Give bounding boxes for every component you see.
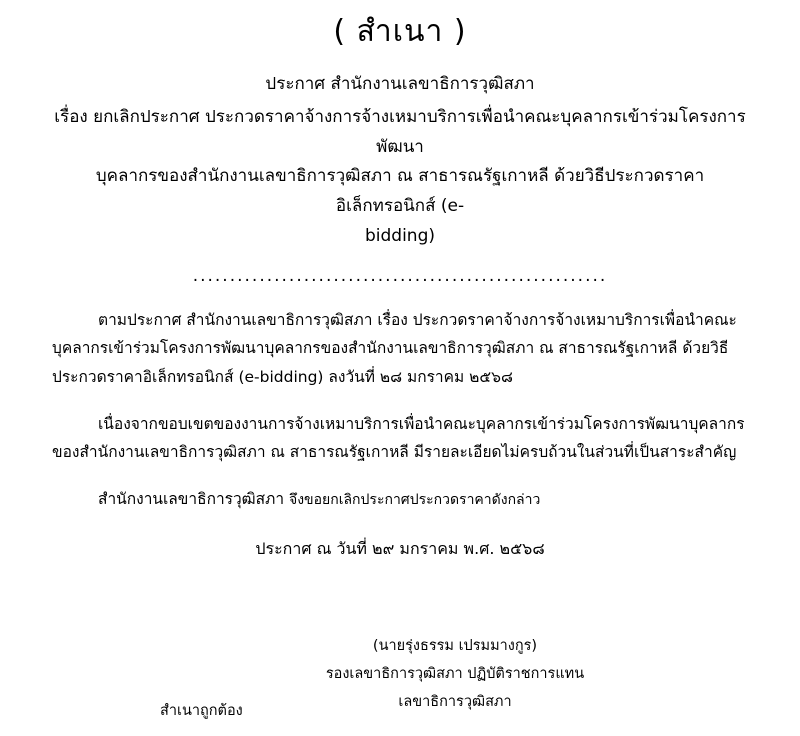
copy-mark: ( สำเนา ): [333, 14, 467, 49]
announce-date: ประกาศ ณ วันที่ ๒๙ มกราคม พ.ศ. ๒๕๖๘: [255, 538, 545, 558]
paragraph-3: [30, 485, 770, 514]
issuer-line: ประกาศ สำนักงานเลขาธิการวุฒิสภา: [265, 73, 535, 94]
signature-position-1: รองเลขาธิการวุฒิสภา ปฏิบัติราชการแทน: [325, 665, 585, 682]
divider: ........................................................: [192, 265, 608, 286]
paragraph-1: ตามประกาศ สำนักงานเลขาธิการวุฒิสภา เรื่อง ประกวดราคาจ้างการจ้างเหมาบริการเพื่อนำคณะบุคลากรเข้าร่วมโครงการพัฒนาบุคลากรของสำนักงานเลขาธิการวุฒิสภา ณ สาธารณรัฐเกาหลี ด้วยวิธีประกวดราคาอิเล็กทรอนิกส์ (e-bidding) ลงวันที่ ๒๘ มกราคม ๒๕๖๘: [52, 310, 737, 386]
subject-line-3: bidding): [364, 225, 436, 246]
footer-note: สำเนาถูกต้อง: [160, 703, 243, 719]
subject-block: [30, 103, 770, 252]
document-page: [0, 12, 800, 736]
signature-name: (นายรุ่งธรรม เปรมมางกูร): [372, 638, 538, 655]
paragraph-2: เนื่องจากขอบเขตของงานการจ้างเหมาบริการเพื่อนำคณะบุคลากรเข้าร่วมโครงการพัฒนาบุคลากรของสำนักงานเลขาธิการวุฒิสภา ณ สาธารณรัฐเกาหลี มีรายละเอียดไม่ครบถ้วนในส่วนที่เป็นสาระสำคัญ: [52, 414, 745, 462]
subject-line-2: บุคลากรของสำนักงานเลขาธิการวุฒิสภา ณ สาธารณรัฐเกาหลี ด้วยวิธีประกวดราคาอิเล็กทรอนิกส์ (e-: [95, 166, 705, 217]
paragraph-3-rest: จึงขอยกเลิกประกาศประกวดราคาดังกล่าว: [289, 491, 541, 508]
paragraph-3-lead: สำนักงานเลขาธิการวุฒิสภา: [98, 489, 289, 508]
signature-position-2: เลขาธิการวุฒิสภา: [398, 693, 512, 710]
subject-line-1: เรื่อง ยกเลิกประกาศ ประกวดราคาจ้างการจ้างเหมาบริการเพื่อนำคณะบุคลากรเข้าร่วมโครงการพัฒนา: [54, 106, 746, 157]
signature-block: [30, 633, 770, 716]
